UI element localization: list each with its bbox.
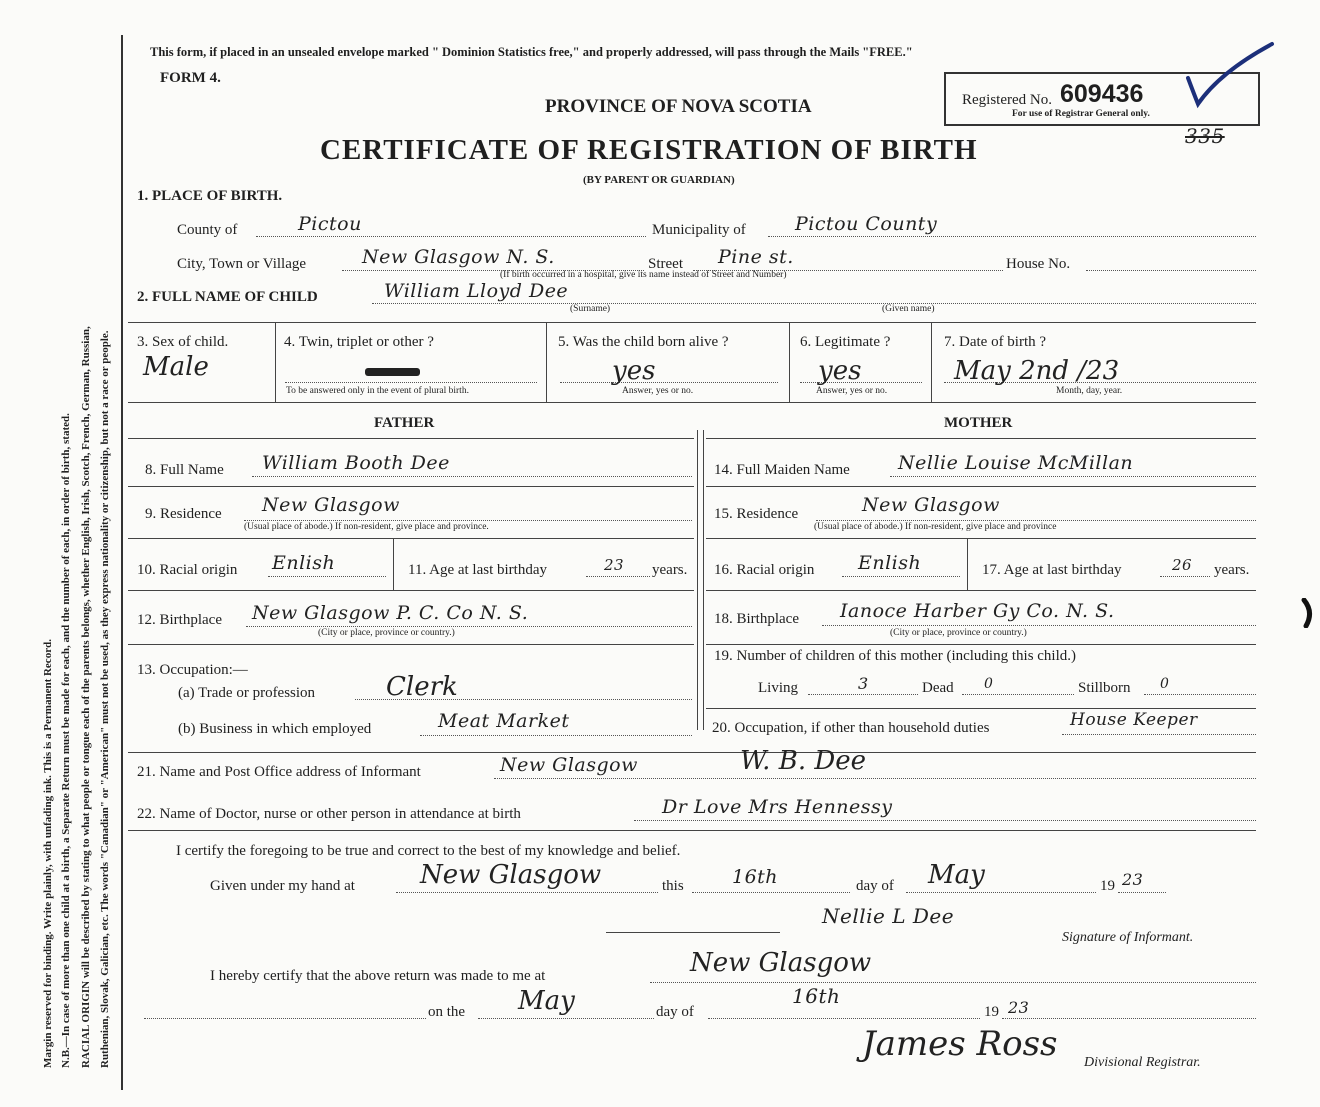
- registrar-place-value: New Glasgow: [690, 948, 872, 978]
- certificate-subtitle: (BY PARENT OR GUARDIAN): [583, 174, 735, 186]
- father-business-value: Meat Market: [438, 710, 570, 732]
- mother-occupation-label: 20. Occupation, if other than household duties: [712, 720, 990, 736]
- twin-blank-mark: [365, 368, 420, 376]
- attendant-label: 22. Name of Doctor, nurse or other person in attendance at birth: [137, 806, 521, 822]
- informant-address-value: New Glasgow: [500, 754, 638, 776]
- stillborn-value: 0: [1160, 676, 1170, 692]
- twin-note: To be answered only in the event of plural birth.: [286, 386, 469, 396]
- mother-birthplace-note: (City or place, province or country.): [890, 628, 1027, 638]
- check-mark-icon: [1180, 38, 1280, 110]
- mother-children-label: 19. Number of children of this mother (including this child.): [714, 648, 1077, 664]
- father-residence-label: 9. Residence: [145, 506, 222, 522]
- father-birthplace-label: 12. Birthplace: [137, 612, 222, 628]
- mail-notice: This form, if placed in an unsealed envelope marked " Dominion Statistics free," and properly addressed, will pass through the Mails "FREE.": [150, 45, 913, 59]
- legitimate-value: yes: [818, 356, 862, 386]
- twin-label: 4. Twin, triplet or other ?: [284, 334, 434, 350]
- municipality-value: Pictou County: [795, 213, 938, 235]
- cert-month-value: May: [928, 860, 985, 890]
- sex-label: 3. Sex of child.: [137, 334, 229, 350]
- informant-signature: Nellie L Dee: [822, 904, 955, 928]
- mother-age-value: 26: [1172, 556, 1193, 574]
- registrar-day-of-label: day of: [656, 1004, 694, 1020]
- registered-label: Registered No.: [962, 92, 1052, 108]
- legitimate-label: 6. Legitimate ?: [800, 334, 891, 350]
- child-name-value: William Lloyd Dee: [384, 280, 569, 302]
- registrar-year-prefix: 19: [984, 1004, 999, 1020]
- registrar-year-value: 23: [1008, 998, 1030, 1017]
- binding-margin-line: [121, 35, 123, 1090]
- year-prefix: 19: [1100, 878, 1115, 894]
- cert-day-value: 16th: [732, 866, 779, 888]
- born-alive-value: yes: [612, 356, 656, 386]
- house-number-label: House No.: [1006, 256, 1071, 272]
- father-age-value: 23: [604, 556, 625, 574]
- father-residence-value: New Glasgow: [262, 494, 400, 516]
- mother-birthplace-label: 18. Birthplace: [714, 611, 799, 627]
- living-label: Living: [758, 680, 798, 696]
- born-alive-label: 5. Was the child born alive ?: [558, 334, 729, 350]
- informant-name-value: W. B. Dee: [740, 746, 866, 776]
- father-name-value: William Booth Dee: [262, 452, 450, 474]
- registrar-signature: James Ross: [862, 1024, 1058, 1064]
- margin-note-plural-birth: N.B.—In case of more than one child at a birth, a Separate Return must be made for each, and the number of each, in order of birth, stated.: [60, 413, 72, 1068]
- child-name-label: 2. FULL NAME OF CHILD: [137, 289, 318, 305]
- county-label: County of: [177, 222, 238, 238]
- mother-residence-value: New Glasgow: [862, 494, 1000, 516]
- given-under-label: Given under my hand at: [210, 878, 355, 894]
- father-business-label: (b) Business in which employed: [178, 721, 372, 737]
- dob-note: Month, day, year.: [1056, 386, 1123, 396]
- margin-note-binding: Margin reserved for binding. Write plainly, with unfading ink. This is a Permanent Record.: [42, 639, 54, 1068]
- dob-label: 7. Date of birth ?: [944, 334, 1047, 350]
- registrar-certify-label: I hereby certify that the above return was made to me at: [210, 968, 546, 984]
- father-heading: FATHER: [374, 415, 435, 431]
- municipality-label: Municipality of: [652, 222, 746, 238]
- edge-mark-icon: [1300, 598, 1316, 628]
- surname-note: (Surname): [570, 304, 611, 314]
- dob-value: May 2nd /23: [954, 356, 1120, 386]
- province-heading: PROVINCE OF NOVA SCOTIA: [545, 96, 812, 117]
- father-trade-value: Clerk: [386, 672, 458, 702]
- this-label: this: [662, 878, 684, 894]
- stillborn-label: Stillborn: [1078, 680, 1131, 696]
- attendant-value: Dr Love Mrs Hennessy: [662, 796, 893, 818]
- margin-note-racial-origin-2: Ruthenian, Slovak, Galician, etc. The words "Canadian" or "American" must not be used, as they express nationality or citizenship, but not a race or people.: [99, 330, 111, 1068]
- place-of-birth-heading: 1. PLACE OF BIRTH.: [137, 188, 283, 204]
- day-of-label: day of: [856, 878, 894, 894]
- mother-name-value: Nellie Louise McMillan: [898, 452, 1134, 474]
- father-birthplace-value: New Glasgow P. C. Co N. S.: [252, 602, 529, 624]
- form-number: FORM 4.: [160, 70, 221, 86]
- father-occupation-label: 13. Occupation:—: [137, 662, 248, 678]
- given-name-note: (Given name): [882, 304, 935, 314]
- born-alive-note: Answer, yes or no.: [622, 386, 694, 396]
- mother-name-label: 14. Full Maiden Name: [714, 462, 850, 478]
- registrar-use-note: For use of Registrar General only.: [1012, 109, 1150, 119]
- city-label: City, Town or Village: [177, 256, 307, 272]
- mother-years-label: years.: [1214, 562, 1250, 578]
- registered-number: 609436: [1060, 80, 1144, 108]
- mother-residence-note: (Usual place of abode.) If non-resident, give place and province: [814, 522, 1057, 532]
- registrar-month-value: May: [518, 986, 575, 1016]
- on-the-label: on the: [428, 1004, 466, 1020]
- father-name-label: 8. Full Name: [145, 462, 224, 478]
- father-race-value: Enlish: [272, 552, 336, 574]
- cert-year-value: 23: [1122, 870, 1144, 889]
- living-value: 3: [858, 674, 869, 693]
- mother-birthplace-value: Ianoce Harber Gy Co. N. S.: [840, 600, 1115, 622]
- city-value: New Glasgow N. S.: [362, 246, 555, 268]
- sex-value: Male: [143, 352, 209, 382]
- margin-note-racial-origin: RACIAL ORIGIN will be described by stating to what people or tongue each of the parents belongs, whether English, Irish, Scotch, French, German, Russian,: [80, 326, 92, 1068]
- dead-value: 0: [984, 676, 994, 692]
- mother-residence-label: 15. Residence: [714, 506, 799, 522]
- signature-informant-label: Signature of Informant.: [1062, 930, 1194, 945]
- given-place-value: New Glasgow: [420, 860, 602, 890]
- mother-occupation-value: House Keeper: [1070, 710, 1198, 730]
- mother-race-label: 16. Racial origin: [714, 562, 815, 578]
- divisional-registrar-label: Divisional Registrar.: [1084, 1055, 1201, 1070]
- informant-label: 21. Name and Post Office address of Informant: [137, 764, 421, 780]
- hospital-note: (If birth occurred in a hospital, give its name instead of Street and Number): [500, 270, 787, 280]
- dead-label: Dead: [922, 680, 954, 696]
- father-age-label: 11. Age at last birthday: [408, 562, 547, 578]
- struck-number: 335: [1185, 124, 1225, 148]
- mother-heading: MOTHER: [944, 415, 1013, 431]
- mother-age-label: 17. Age at last birthday: [982, 562, 1122, 578]
- street-label: Street: [648, 256, 683, 272]
- father-race-label: 10. Racial origin: [137, 562, 238, 578]
- registrar-day-value: 16th: [792, 984, 841, 1008]
- certificate-title: CERTIFICATE OF REGISTRATION OF BIRTH: [320, 134, 978, 166]
- father-birthplace-note: (City or place, province or country.): [318, 628, 455, 638]
- father-residence-note: (Usual place of abode.) If non-resident, give place and province.: [244, 522, 489, 532]
- county-value: Pictou: [298, 213, 362, 235]
- mother-race-value: Enlish: [858, 552, 922, 574]
- certify-statement: I certify the foregoing to be true and correct to the best of my knowledge and belief.: [176, 843, 681, 859]
- legitimate-note: Answer, yes or no.: [816, 386, 888, 396]
- street-value: Pine st.: [718, 246, 794, 268]
- father-years-label: years.: [652, 562, 688, 578]
- father-trade-label: (a) Trade or profession: [178, 685, 316, 701]
